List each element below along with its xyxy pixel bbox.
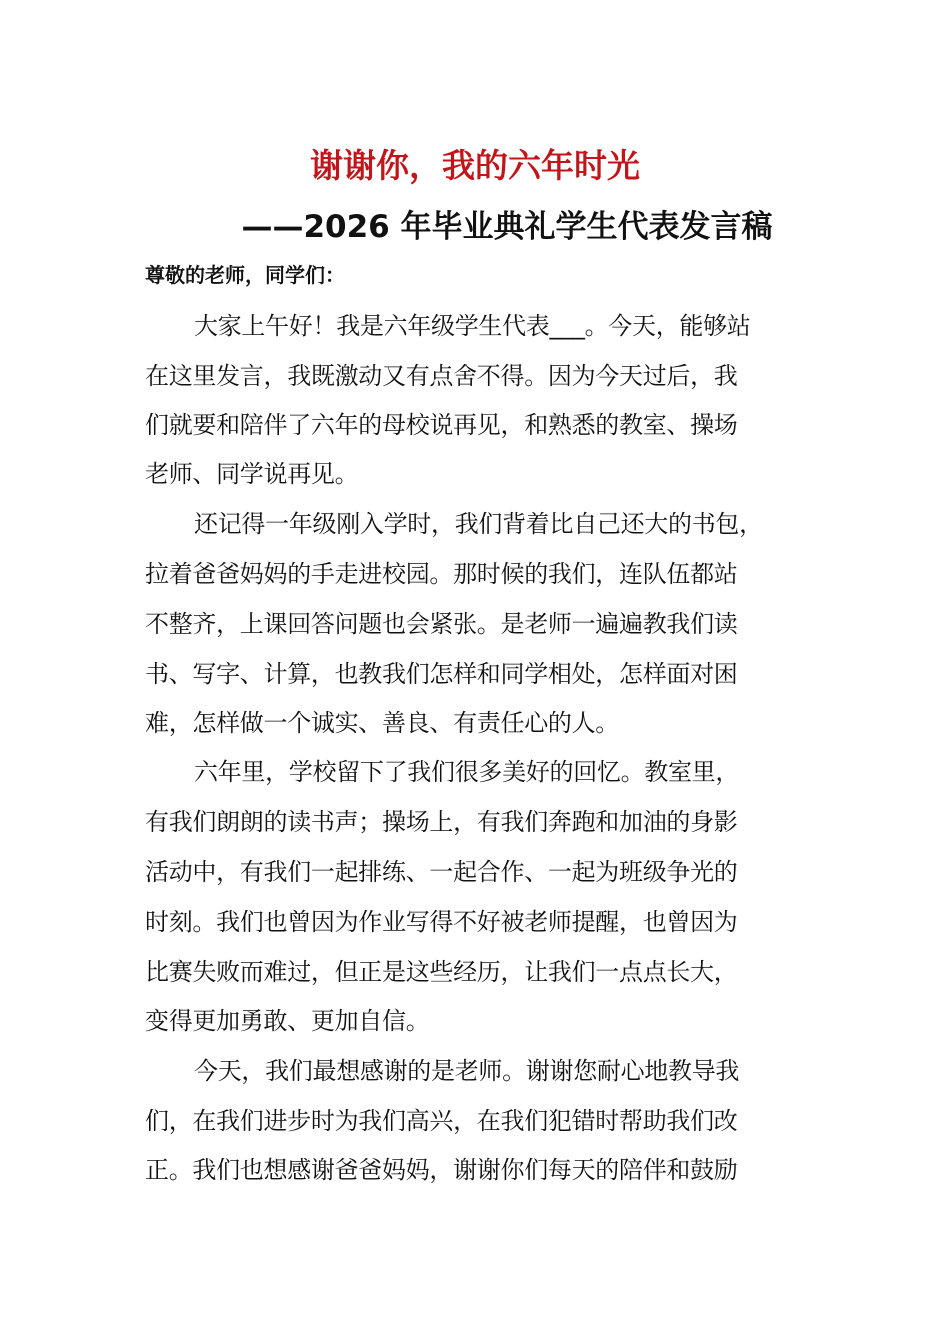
body-line: 大家上午好！我是六年级学生代表___。今天，能够站 bbox=[194, 312, 751, 340]
speech-title: 谢谢你，我的六年时光 bbox=[310, 146, 640, 185]
speech-subtitle: ——2026 年毕业典礼学生代表发言稿 bbox=[241, 209, 773, 245]
body-line: 书、写字、计算，也教我们怎样和同学相处，怎样面对困 bbox=[145, 660, 738, 688]
body-line: 拉着爸爸妈妈的手走进校园。那时候的我们，连队伍都站 bbox=[145, 560, 738, 588]
body-line: 正。我们也想感谢爸爸妈妈，谢谢你们每天的陪伴和鼓励 bbox=[145, 1156, 738, 1184]
body-line: 们就要和陪伴了六年的母校说再见，和熟悉的教室、操场 bbox=[145, 411, 738, 439]
salutation: 尊敬的老师，同学们： bbox=[145, 263, 345, 287]
body-line: 时刻。我们也曾因为作业写得不好被老师提醒，也曾因为 bbox=[145, 908, 738, 936]
body-line: 在这里发言，我既激动又有点舍不得。因为今天过后，我 bbox=[145, 362, 738, 390]
body-line: 老师、同学说再见。 bbox=[145, 460, 359, 488]
body-line: 活动中，有我们一起排练、一起合作、一起为班级争光的 bbox=[145, 858, 738, 886]
body-line: 不整齐，上课回答问题也会紧张。是老师一遍遍教我们读 bbox=[145, 610, 738, 638]
body-line: 变得更加勇敢、更加自信。 bbox=[145, 1007, 430, 1035]
body-line: 们，在我们进步时为我们高兴，在我们犯错时帮助我们改 bbox=[145, 1107, 738, 1135]
body-line: 有我们朗朗的读书声；操场上，有我们奔跑和加油的身影 bbox=[145, 808, 738, 836]
body-line: 今天，我们最想感谢的是老师。谢谢您耐心地教导我 bbox=[194, 1057, 740, 1085]
body-line: 比赛失败而难过，但正是这些经历，让我们一点点长大， bbox=[145, 958, 738, 986]
body-line: 还记得一年级刚入学时，我们背着比自己还大的书包， bbox=[194, 510, 763, 538]
body-line: 难，怎样做一个诚实、善良、有责任心的人。 bbox=[145, 709, 619, 737]
body-line: 六年里，学校留下了我们很多美好的回忆。教室里， bbox=[194, 758, 740, 786]
